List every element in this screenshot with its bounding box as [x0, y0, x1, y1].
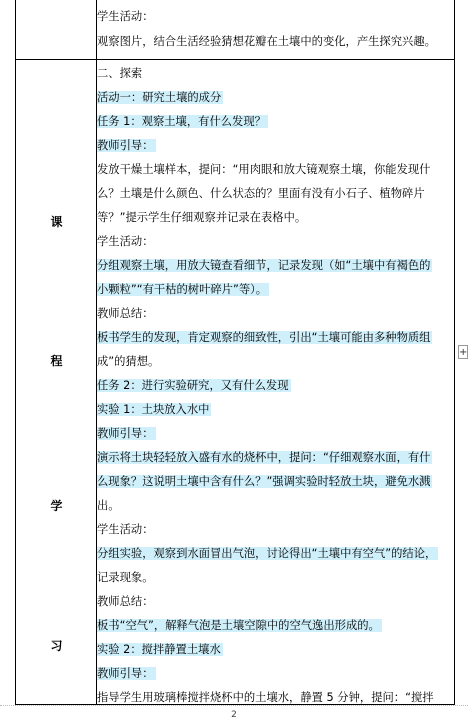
content-line-text: 演示将土块轻轻放入盛有水的烧杯中，提问：“仔细观察水面，有什 — [97, 451, 431, 464]
page-break-line — [0, 705, 468, 706]
content-line — [97, 451, 455, 465]
content-line — [97, 283, 455, 297]
content-line — [97, 187, 455, 201]
content-line-text: 出。 — [97, 499, 120, 512]
content-line-text: 教师引导： — [97, 139, 154, 152]
top-row-line-1: 学生活动： — [97, 10, 154, 23]
content-line-text: 么现象？这说明土壤中含有什么？”强调实验时轻放土块，避免水溅 — [97, 475, 431, 488]
content-line-text: 教师总结： — [97, 307, 154, 320]
content-line-text: 分组实验，观察到水面冒出气泡，讨论得出“土壤中有空气”的结论， — [97, 547, 437, 560]
content-line — [97, 403, 455, 417]
content-line — [97, 619, 455, 633]
content-line — [97, 331, 455, 345]
content-line-text: 实验 2：搅拌静置土壤水 — [97, 643, 221, 656]
content-line — [97, 355, 455, 369]
content-line-text: 板书“空气”，解释气泡是土壤空隙中的空气逸出形成的。 — [97, 619, 380, 632]
top-row — [15, 0, 454, 60]
section-label-char-4: 习 — [50, 639, 63, 653]
content-line-text: 教师引导： — [97, 427, 154, 440]
content-line — [97, 571, 455, 585]
content-line-text: 小颗粒”“有干枯的树叶碎片”等）。 — [97, 283, 268, 296]
content-line-text: 教师总结： — [97, 595, 154, 608]
content-line — [97, 427, 455, 441]
content-line-text: 发放干燥土壤样本，提问：“用肉眼和放大镜观察土壤，你能发现什 — [97, 163, 431, 176]
content-line-text: 二、探索 — [97, 67, 143, 80]
content-line — [97, 691, 455, 705]
content-line-text: 分组观察土壤，用放大镜查看细节，记录发现（如“土壤中有褐色的 — [97, 259, 431, 272]
section-label-char-2: 程 — [50, 354, 63, 368]
content-line-text: 记录现象。 — [97, 571, 154, 584]
content-line-text: 任务 1：观察土壤，有什么发现？ — [97, 115, 266, 128]
expand-marker[interactable]: + — [459, 347, 468, 358]
content-line-text: 板书学生的发现，肯定观察的细致性，引出“土壤可能由多种物质组 — [97, 331, 431, 344]
content-line — [97, 595, 455, 609]
content-line — [97, 307, 455, 321]
content-line — [97, 547, 455, 561]
content-line-text: 学生活动： — [97, 523, 154, 536]
content-line — [97, 643, 455, 657]
content-line — [97, 115, 455, 129]
page-number: 2 — [231, 710, 237, 720]
content-line — [97, 523, 455, 537]
content-line — [97, 139, 455, 153]
content-line-text: 学生活动： — [97, 235, 154, 248]
content-line — [97, 67, 455, 81]
content-line — [97, 91, 455, 105]
content-line — [97, 259, 455, 273]
content-line-text: 么？土壤是什么颜色、什么状态的？里面有没有小石子、植物碎片 — [97, 187, 425, 200]
content-line — [97, 379, 455, 393]
section-label-cell — [15, 60, 96, 705]
content-line — [97, 475, 455, 489]
content-line — [97, 499, 455, 513]
content-line — [97, 163, 455, 177]
content-line-text: 任务 2：进行实验研究，又有什么发现 — [97, 379, 289, 392]
content-line — [97, 211, 455, 225]
section-label-char-3: 学 — [50, 499, 63, 513]
content-line — [97, 667, 455, 681]
top-row-line-2: 观察图片，结合生活经验猜想花瓣在土壤中的变化，产生探究兴趣。 — [97, 35, 436, 48]
content-line-text: 教师引导： — [97, 667, 154, 680]
content-line-text: 实验 1：土块放入水中 — [97, 403, 210, 416]
content-line-text: 指导学生用玻璃棒搅拌烧杯中的土壤水，静置 5 分钟，提问：“搅拌 — [97, 691, 434, 704]
section-label-char-1: 课 — [50, 215, 63, 229]
content-line-text: 成”的猜想。 — [97, 355, 160, 368]
content-line-text: 活动一：研究土壤的成分 — [97, 91, 222, 104]
content-line — [97, 235, 455, 249]
content-line-text: 等？”提示学生仔细观察并记录在表格中。 — [97, 211, 307, 224]
